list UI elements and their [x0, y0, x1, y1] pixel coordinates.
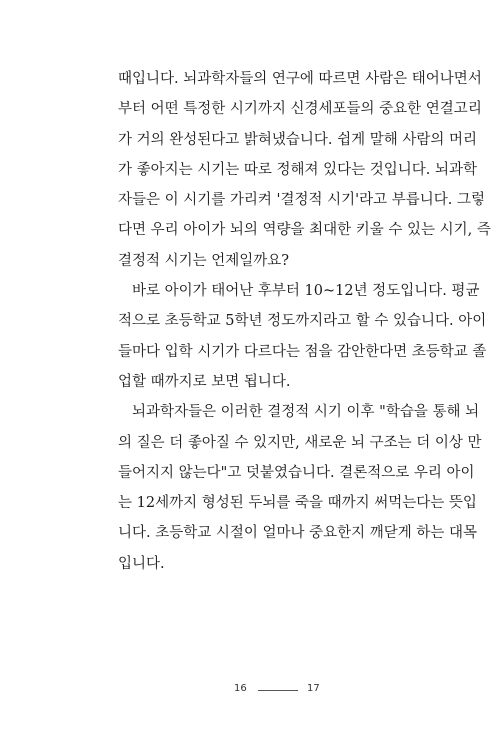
- left-page-number: 16: [234, 683, 247, 694]
- body-text: [118, 64, 491, 579]
- text-line: 들어지지 않는다"고 덧붙였습니다. 결론적으로 우리 아이: [118, 464, 475, 481]
- right-page-number: 17: [307, 683, 320, 694]
- folio-divider: [258, 690, 298, 691]
- paragraph-3: [118, 397, 482, 579]
- text-line: 는 12세까지 형성된 두뇌를 죽을 때까지 써먹는다는 뜻입: [118, 495, 477, 512]
- text-line: 뇌과학자들은 이러한 결정적 시기 이후 "학습을 통해 뇌: [132, 404, 480, 421]
- text-line: 업할 때까지로 보면 됩니다.: [118, 373, 291, 390]
- text-line: 니다. 초등학교 시절이 얼마나 중요한지 깨닫게 하는 대목: [118, 525, 478, 542]
- text-line: 결정적 시기는 언제일까요?: [118, 252, 290, 269]
- text-line: 부터 어떤 특정한 시기까지 신경세포들의 중요한 연결고리: [118, 101, 482, 118]
- text-line: 자들은 이 시기를 가리켜 '결정적 시기'라고 부릅니다. 그렇: [118, 192, 486, 209]
- text-line: 의 질은 더 좋아질 수 있지만, 새로운 뇌 구조는 더 이상 만: [118, 434, 482, 451]
- text-line: 다면 우리 아이가 뇌의 역량을 최대한 키울 수 있는 시기, 즉: [118, 222, 491, 239]
- text-line: 때입니다. 뇌과학자들의 연구에 따르면 사람은 태어나면서: [118, 71, 482, 87]
- text-line: 들마다 입학 시기가 다르다는 점을 감안한다면 초등학교 졸: [118, 343, 487, 360]
- text-line: 바로 아이가 태어난 후부터 10~12년 정도입니다. 평균: [132, 283, 480, 300]
- text-line: 입니다.: [118, 555, 165, 572]
- paragraph-2: [118, 276, 487, 397]
- text-line: 가 거의 완성된다고 밝혀냈습니다. 쉽게 말해 사람의 머리: [118, 131, 478, 148]
- text-line: 가 좋아지는 시기는 따로 정해져 있다는 것입니다. 뇌과학: [118, 161, 478, 178]
- paragraph-1: [118, 64, 491, 276]
- page-folio: [0, 680, 500, 700]
- text-line: 적으로 초등학교 5학년 정도까지라고 할 수 있습니다. 아이: [118, 313, 487, 330]
